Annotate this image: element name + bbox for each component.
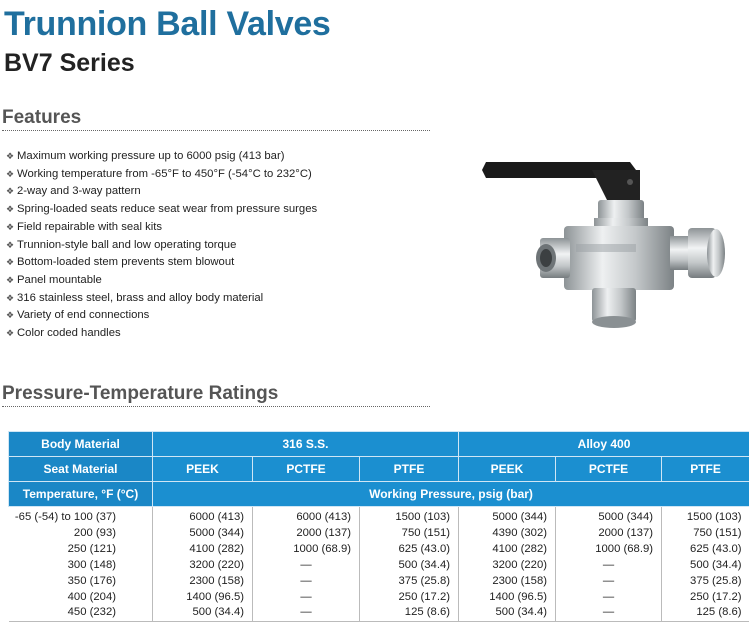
pressure-cell: 1400 (96.5) <box>459 590 556 606</box>
feature-text: Field repairable with seal kits <box>17 220 163 233</box>
feature-item <box>6 148 317 166</box>
temperature-cell: 400 (204) <box>67 590 116 603</box>
bullet-icon: ❖ <box>6 257 15 268</box>
pressure-cell: 1500 (103) <box>360 507 459 526</box>
feature-text: Panel mountable <box>17 273 102 286</box>
pressure-cell: 750 (151) <box>360 526 459 542</box>
pressure-cell: — <box>556 605 662 621</box>
feature-item <box>6 290 317 308</box>
pressure-cell: 6000 (413) <box>253 507 360 526</box>
bullet-icon: ❖ <box>6 292 15 303</box>
seat-header: PTFE <box>360 457 459 482</box>
bullet-icon: ❖ <box>6 168 15 179</box>
pressure-cell: 2300 (158) <box>459 574 556 590</box>
pressure-cell: 500 (34.4) <box>662 558 749 574</box>
temperature-label: Temperature, °F (°C) <box>9 482 153 507</box>
pressure-cell: 2000 (137) <box>253 526 360 542</box>
pressure-cell: 375 (25.8) <box>360 574 459 590</box>
pressure-cell: 625 (43.0) <box>360 542 459 558</box>
feature-text: Maximum working pressure up to 6000 psig (413 bar) <box>17 150 285 162</box>
feature-text: Working temperature from -65°F to 450°F (-54°C to 232°C) <box>17 167 312 180</box>
pressure-cell: 5000 (344) <box>153 526 253 542</box>
feature-text: Variety of end connections <box>17 309 150 322</box>
pressure-cell: 500 (34.4) <box>360 558 459 574</box>
pressure-cell: — <box>556 574 662 590</box>
pressure-cell: 625 (43.0) <box>662 542 749 558</box>
pressure-cell: 250 (17.2) <box>662 590 749 606</box>
seat-header: PCTFE <box>556 457 662 482</box>
pressure-cell: 1400 (96.5) <box>153 590 253 606</box>
pressure-cell: 4390 (302) <box>459 526 556 542</box>
feature-text: 2-way and 3-way pattern <box>17 185 141 198</box>
bullet-icon: ❖ <box>6 310 15 321</box>
pressure-cell: 250 (17.2) <box>360 590 459 606</box>
pressure-cell: 3200 (220) <box>153 558 253 574</box>
bullet-icon: ❖ <box>6 274 15 285</box>
pressure-cell: 125 (8.6) <box>662 605 749 621</box>
feature-text: 316 stainless steel, brass and alloy body material <box>17 291 264 304</box>
features-heading: Features <box>2 106 430 131</box>
feature-item <box>6 307 317 325</box>
pressure-cell: 2000 (137) <box>556 526 662 542</box>
feature-item <box>6 219 317 237</box>
temperature-cell: -65 (-54) to 100 (37) <box>14 511 116 523</box>
pressure-cell: 5000 (344) <box>459 507 556 526</box>
table-row <box>9 526 749 542</box>
pressure-cell: 4100 (282) <box>459 542 556 558</box>
bullet-icon: ❖ <box>6 239 15 250</box>
table-row <box>9 558 749 574</box>
temperature-cell: 300 (148) <box>67 558 116 571</box>
feature-item <box>6 254 317 272</box>
table-row <box>9 542 749 558</box>
seat-header: PTFE <box>662 457 749 482</box>
valve-product-image <box>480 140 746 330</box>
seat-header: PCTFE <box>253 457 360 482</box>
bullet-icon: ❖ <box>6 328 15 339</box>
feature-item <box>6 325 317 343</box>
temperature-cell: 450 (232) <box>9 605 153 621</box>
bullet-icon: ❖ <box>6 204 15 215</box>
temperature-cell: 350 (176) <box>67 574 116 587</box>
seat-header: PEEK <box>153 457 253 482</box>
pressure-cell: 500 (34.4) <box>459 605 556 621</box>
pressure-cell: 4100 (282) <box>153 542 253 558</box>
table-row <box>9 507 749 526</box>
working-pressure-label: Working Pressure, psig (bar) <box>153 482 749 507</box>
temperature-cell: 200 (93) <box>73 526 116 539</box>
pressure-cell: 2300 (158) <box>153 574 253 590</box>
pressure-cell: 125 (8.6) <box>360 605 459 621</box>
features-list <box>6 148 317 343</box>
table-row <box>9 605 749 621</box>
bullet-icon: ❖ <box>6 151 15 161</box>
feature-item <box>6 201 317 219</box>
pressure-cell: 6000 (413) <box>153 507 253 526</box>
feature-item <box>6 237 317 255</box>
feature-item <box>6 166 317 184</box>
pressure-cell: — <box>556 558 662 574</box>
pressure-cell: — <box>253 558 360 574</box>
pressure-cell: — <box>253 605 360 621</box>
ratings-heading: Pressure-Temperature Ratings <box>2 382 430 407</box>
pressure-cell: 375 (25.8) <box>662 574 749 590</box>
body-material-label: Body Material <box>9 432 153 457</box>
pressure-cell: 750 (151) <box>662 526 749 542</box>
pressure-cell: 3200 (220) <box>459 558 556 574</box>
table-row <box>9 574 749 590</box>
table-row <box>9 590 749 606</box>
pressure-cell: — <box>556 590 662 606</box>
pressure-cell: 1500 (103) <box>662 507 749 526</box>
feature-item <box>6 272 317 290</box>
pressure-cell: 5000 (344) <box>556 507 662 526</box>
pressure-cell: 500 (34.4) <box>153 605 253 621</box>
material-316ss: 316 S.S. <box>153 432 459 457</box>
series-subtitle: BV7 Series <box>4 49 135 77</box>
pressure-cell: 1000 (68.9) <box>253 542 360 558</box>
pressure-cell: — <box>253 574 360 590</box>
bullet-icon: ❖ <box>6 186 15 197</box>
feature-text: Trunnion-style ball and low operating torque <box>17 238 237 251</box>
feature-text: Color coded handles <box>17 327 121 340</box>
temperature-cell: 250 (121) <box>67 542 116 555</box>
pressure-temperature-table <box>8 431 749 622</box>
bullet-icon: ❖ <box>6 221 15 232</box>
pressure-cell: 1000 (68.9) <box>556 542 662 558</box>
feature-item <box>6 183 317 201</box>
feature-text: Spring-loaded seats reduce seat wear from pressure surges <box>17 203 318 216</box>
pressure-cell: — <box>253 590 360 606</box>
seat-header: PEEK <box>459 457 556 482</box>
page-title: Trunnion Ball Valves <box>4 5 331 43</box>
seat-material-label: Seat Material <box>9 457 153 482</box>
feature-text: Bottom-loaded stem prevents stem blowout <box>17 256 235 269</box>
material-alloy400: Alloy 400 <box>459 432 749 457</box>
